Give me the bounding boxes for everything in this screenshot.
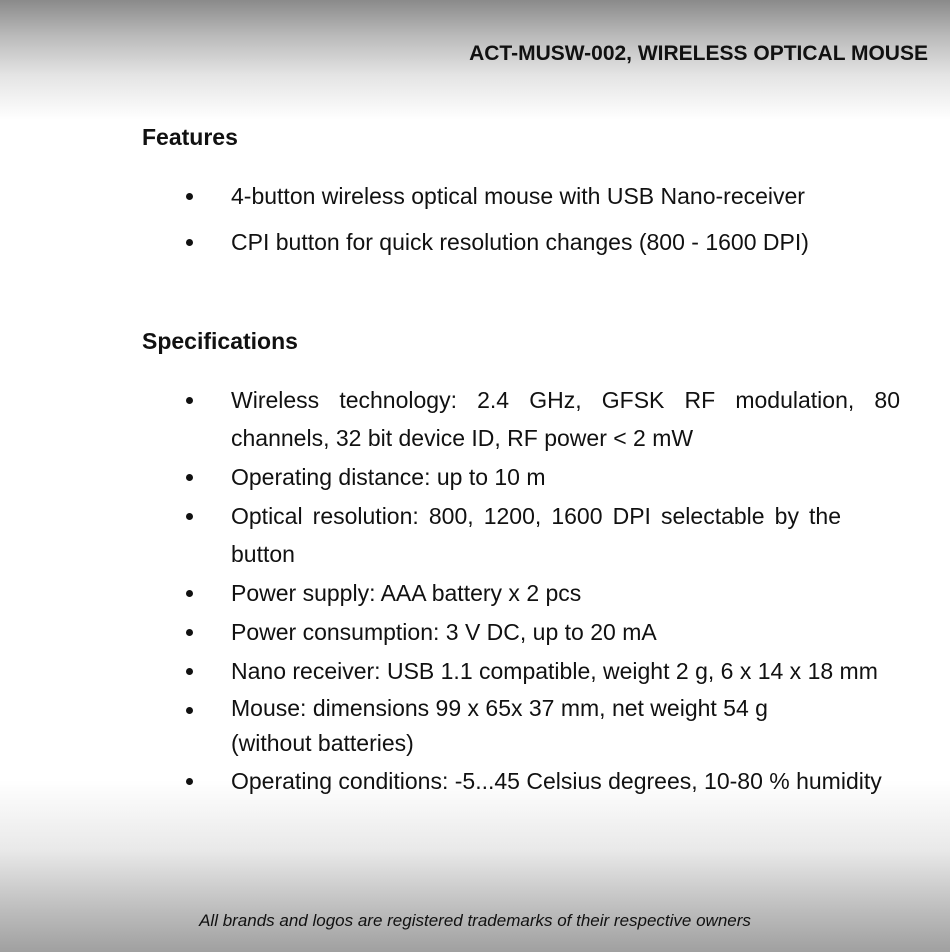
bullet-icon xyxy=(186,778,193,785)
bullet-icon xyxy=(186,668,193,675)
document-title: ACT-MUSW-002, WIRELESS OPTICAL MOUSE xyxy=(469,42,928,65)
bullet-icon xyxy=(186,513,193,520)
features-list xyxy=(0,177,950,269)
list-item: Mouse: dimensions 99 x 65x 37 mm, net weight 54 g (without batteries) xyxy=(0,691,841,761)
list-item: CPI button for quick resolution changes (800 - 1600 DPI) xyxy=(0,223,900,261)
bullet-icon xyxy=(186,474,193,481)
list-item: Power consumption: 3 V DC, up to 20 mA xyxy=(0,613,900,651)
list-item: Wireless technology: 2.4 GHz, GFSK RF modulation, 80 channels, 32 bit device ID, RF power < 2 mW xyxy=(0,381,900,457)
bullet-icon xyxy=(186,193,193,200)
bullet-icon xyxy=(186,590,193,597)
bullet-icon xyxy=(186,629,193,636)
bullet-icon xyxy=(186,239,193,246)
specifications-heading: Specifications xyxy=(142,328,298,354)
list-item: Optical resolution: 800, 1200, 1600 DPI selectable by the button xyxy=(0,497,841,573)
list-item: Nano receiver: USB 1.1 compatible, weight 2 g, 6 x 14 x 18 mm xyxy=(0,652,900,690)
bullet-icon xyxy=(186,707,193,714)
trademark-footer: All brands and logos are registered trademarks of their respective owners xyxy=(199,911,751,930)
list-item: Power supply: AAA battery x 2 pcs xyxy=(0,574,900,612)
bullet-icon xyxy=(186,397,193,404)
specifications-list xyxy=(0,381,950,801)
features-heading: Features xyxy=(142,124,238,150)
list-item: 4-button wireless optical mouse with USB Nano-receiver xyxy=(0,177,900,215)
list-item: Operating distance: up to 10 m xyxy=(0,458,900,496)
list-item: Operating conditions: -5...45 Celsius degrees, 10-80 % humidity xyxy=(0,762,900,800)
